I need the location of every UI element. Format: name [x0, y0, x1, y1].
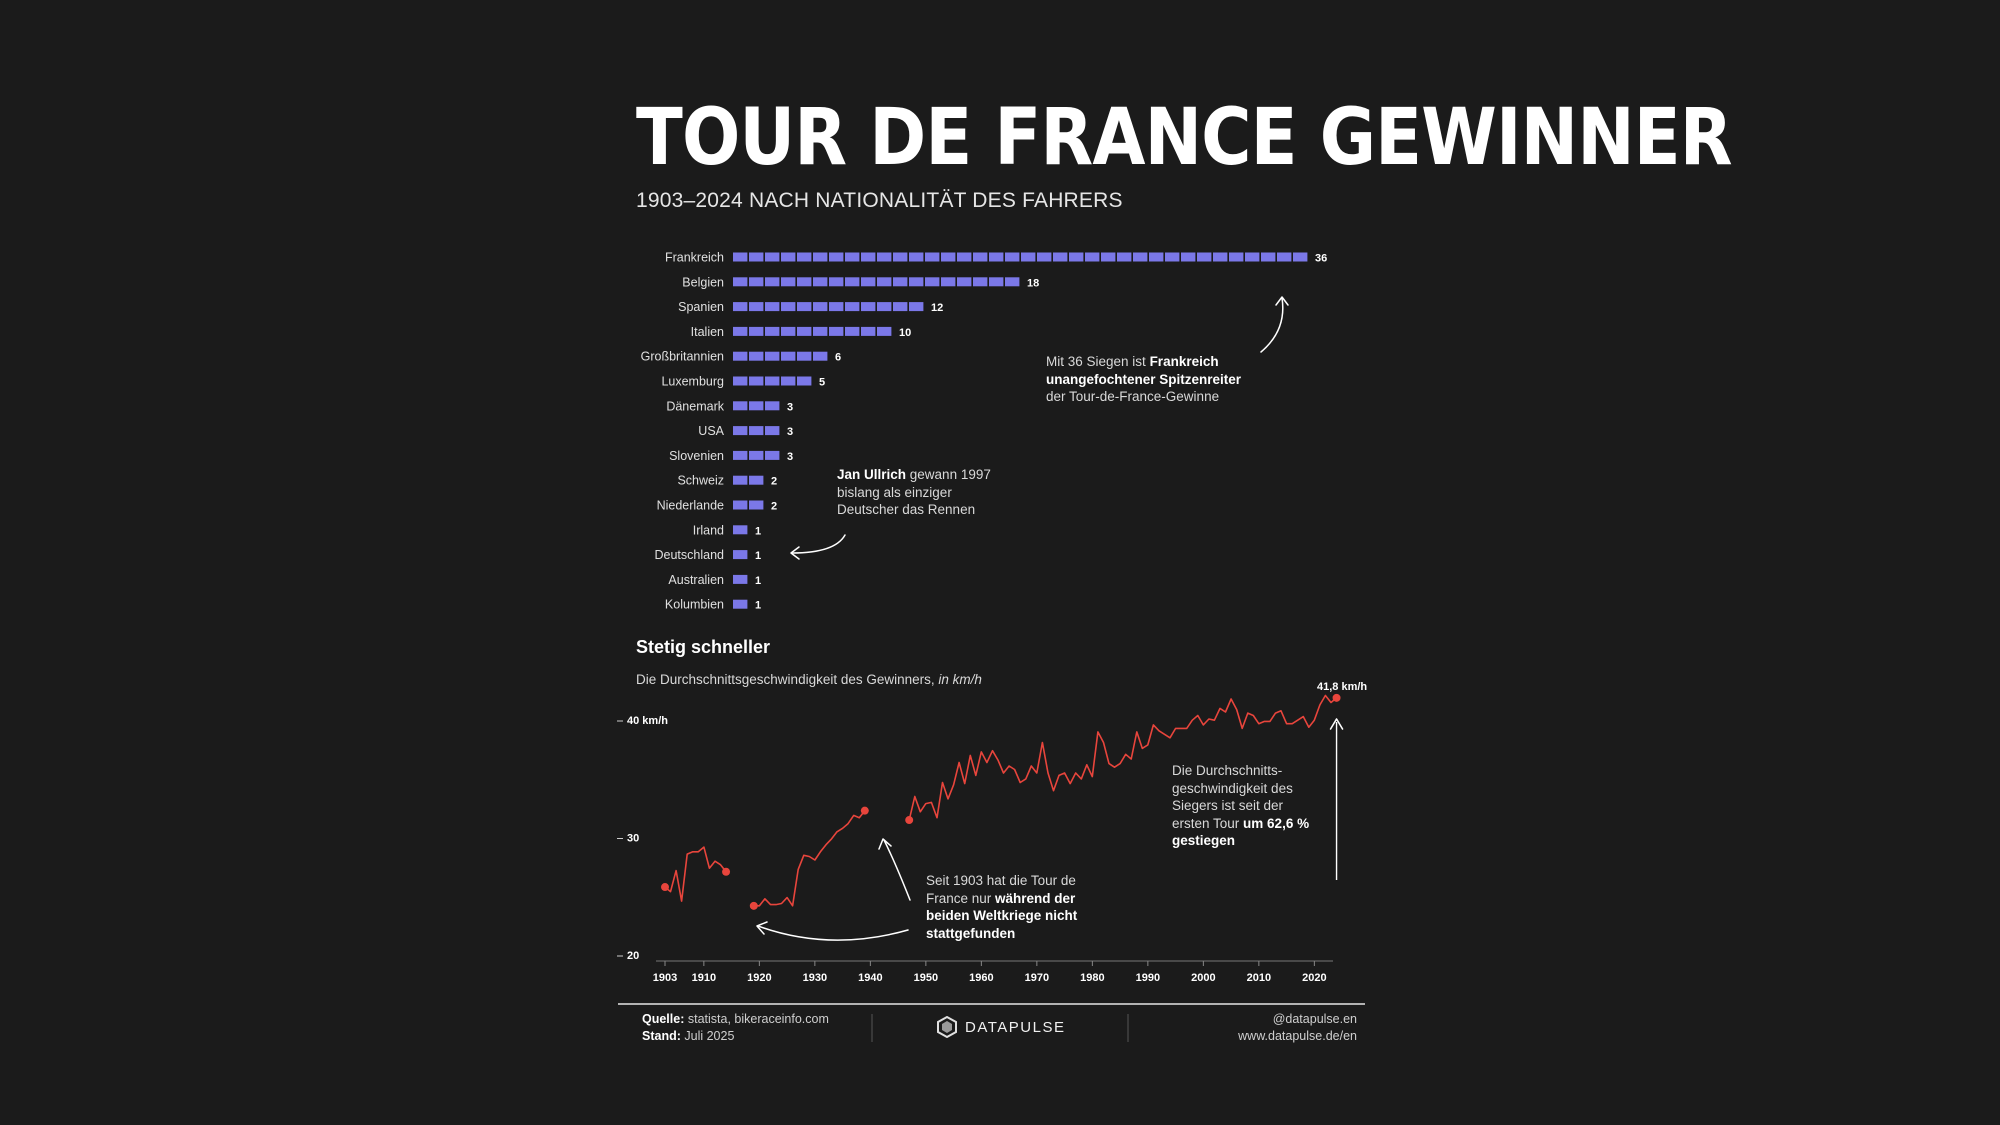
bar-category-label: Spanien [678, 300, 724, 315]
bar-category-label: Belgien [682, 275, 724, 290]
bar-segment [1245, 253, 1259, 262]
bar-segment [765, 327, 779, 336]
france-arrow-shaft [1261, 298, 1283, 352]
bar-segment [845, 302, 859, 311]
bar-segment [877, 277, 891, 286]
note-world-wars: Seit 1903 hat die Tour de France nur während der beiden Weltkriege nicht stattgefunden [926, 873, 1078, 941]
segment-start-dot [750, 902, 758, 910]
brand-name: DATAPULSE [965, 1018, 1066, 1036]
war-arrow-up-head [879, 839, 891, 849]
war-arrow-left-shaft [758, 926, 908, 940]
bar-segment [829, 277, 843, 286]
bar-segment [909, 302, 923, 311]
ullrich-arrow-shaft [792, 535, 845, 553]
bar-segment [765, 302, 779, 311]
speed-line-segment [754, 811, 865, 906]
bar-category-label: Großbritannien [640, 349, 724, 364]
section-subtitle: Die Durchschnittsgeschwindigkeit des Gewinners, in km/h [636, 672, 982, 687]
bar-segment [989, 277, 1003, 286]
x-tick-label: 1940 [858, 972, 883, 984]
y-tick-label: 30 [627, 832, 640, 845]
end-value-label: 41,8 km/h [1317, 681, 1368, 693]
bar-segment [1277, 253, 1291, 262]
bar-segment [829, 327, 843, 336]
bar-category-label: Luxemburg [661, 374, 724, 389]
bar-segment [813, 327, 827, 336]
bar-segment [861, 277, 875, 286]
bar-segment [1261, 253, 1275, 262]
bar-segment [829, 302, 843, 311]
segment-start-dot [661, 883, 669, 891]
bar-segment [765, 451, 779, 460]
bar-segment [733, 600, 747, 609]
bar-segment [797, 253, 811, 262]
bar-segment [861, 253, 875, 262]
bar-segment [749, 377, 763, 386]
bar-segment [749, 302, 763, 311]
bar-segment [813, 302, 827, 311]
bar-segment [813, 253, 827, 262]
bar-value-label: 3 [787, 450, 794, 463]
bar-value-label: 3 [787, 426, 794, 439]
bar-segment [749, 476, 763, 485]
bar-segment [749, 352, 763, 361]
x-tick-label: 1930 [802, 972, 828, 984]
x-tick-label: 1980 [1080, 972, 1105, 984]
note-ullrich: Jan Ullrich gewann 1997 bislang als einziger Deutscher das Rennen [837, 467, 991, 518]
bar-segment [1181, 253, 1195, 262]
footer-contact [1238, 1011, 1357, 1044]
bar-segment [845, 327, 859, 336]
y-tick-label: 40 km/h [627, 715, 668, 727]
x-tick-label: 1903 [652, 972, 678, 984]
bar-segment [797, 352, 811, 361]
x-tick-label: 1990 [1135, 972, 1161, 984]
bar-segment [733, 426, 747, 435]
bar-segment [941, 277, 955, 286]
bar-segment [749, 327, 763, 336]
bar-value-label: 1 [755, 550, 762, 563]
bar-value-label: 12 [931, 302, 944, 315]
bar-value-label: 36 [1315, 252, 1328, 265]
bar-value-label: 3 [787, 401, 794, 414]
bar-value-label: 6 [835, 351, 842, 364]
bar-segment [1133, 253, 1147, 262]
bar-segment [1069, 253, 1083, 262]
bar-segment [1165, 253, 1179, 262]
bar-segment [957, 277, 971, 286]
bar-segment [797, 302, 811, 311]
bar-category-label: Deutschland [654, 548, 724, 563]
bar-segment [733, 476, 747, 485]
section-title: Stetig schneller [636, 637, 771, 657]
bar-segment [893, 253, 907, 262]
bar-category-label: USA [698, 424, 724, 439]
bar-value-label: 5 [819, 376, 826, 389]
bar-segment [749, 253, 763, 262]
bar-segment [765, 426, 779, 435]
bar-segment [733, 575, 747, 584]
bar-segment [781, 302, 795, 311]
bar-segment [973, 277, 987, 286]
bar-segment [813, 277, 827, 286]
bar-segment [797, 377, 811, 386]
bar-segment [749, 277, 763, 286]
x-tick-label: 1960 [969, 972, 994, 984]
bar-segment [749, 426, 763, 435]
bar-category-label: Niederlande [656, 498, 724, 513]
bar-segment [733, 501, 747, 510]
bar-segment [1117, 253, 1131, 262]
bar-segment [733, 401, 747, 410]
website-link: www.datapulse.de/en [1238, 1028, 1357, 1043]
page-title: TOUR DE FRANCE GEWINNER [636, 93, 1732, 183]
bar-value-label: 2 [771, 500, 778, 513]
bar-value-label: 10 [899, 326, 912, 339]
bar-segment [749, 401, 763, 410]
bar-segment [1229, 253, 1243, 262]
bar-segment [797, 327, 811, 336]
bar-segment [861, 302, 875, 311]
bar-segment [1037, 253, 1051, 262]
bar-segment [861, 327, 875, 336]
bar-value-label: 1 [755, 525, 762, 538]
bar-segment [733, 352, 747, 361]
bar-segment [877, 253, 891, 262]
page-subtitle: 1903–2024 NACH NATIONALITÄT DES FAHRERS [636, 189, 1123, 212]
bar-segment [973, 253, 987, 262]
bar-category-label: Slovenien [669, 448, 724, 463]
bar-segment [909, 253, 923, 262]
brand-logo [937, 1016, 1065, 1038]
bar-chart-wins-by-country [641, 251, 1328, 612]
bar-segment [765, 401, 779, 410]
bar-segment [1085, 253, 1099, 262]
bar-segment [893, 277, 907, 286]
bar-segment [733, 327, 747, 336]
bar-segment [781, 327, 795, 336]
bar-segment [733, 277, 747, 286]
bar-category-label: Schweiz [677, 473, 724, 488]
bar-value-label: 2 [771, 475, 778, 488]
speed-line-segment [665, 847, 726, 901]
x-tick-label: 1950 [913, 972, 939, 984]
bar-segment [765, 277, 779, 286]
bar-segment [781, 352, 795, 361]
bar-segment [733, 525, 747, 534]
bar-segment [781, 253, 795, 262]
segment-end-dot [861, 807, 869, 815]
bar-category-label: Italien [690, 324, 724, 339]
bar-segment [733, 377, 747, 386]
bar-segment [925, 253, 939, 262]
x-tick-label: 2010 [1246, 972, 1272, 984]
segment-start-dot [905, 816, 913, 824]
hexagon-logo-icon [937, 1016, 957, 1038]
bar-category-label: Irland [692, 523, 724, 538]
bar-segment [1053, 253, 1067, 262]
note-speed-increase: Die Durchschnitts- geschwindigkeit des Siegers ist seit der ersten Tour um 62,6 % gestiegen [1172, 763, 1310, 849]
x-tick-label: 2020 [1302, 972, 1327, 984]
x-tick-label: 2000 [1191, 972, 1216, 984]
bar-segment [845, 277, 859, 286]
bar-segment [1101, 253, 1115, 262]
bar-segment [1213, 253, 1227, 262]
y-tick-label: 20 [627, 950, 640, 962]
segment-end-dot [1333, 694, 1341, 702]
bar-segment [749, 501, 763, 510]
war-arrow-up-shaft [884, 840, 910, 900]
bar-segment [813, 352, 827, 361]
bar-segment [1197, 253, 1211, 262]
bar-value-label: 18 [1027, 277, 1040, 290]
bar-segment [1293, 253, 1307, 262]
bar-segment [1005, 277, 1019, 286]
bar-segment [733, 550, 747, 559]
x-tick-label: 1910 [691, 972, 717, 984]
bar-segment [733, 451, 747, 460]
bar-segment [781, 277, 795, 286]
bar-segment [925, 277, 939, 286]
bar-segment [893, 302, 907, 311]
bar-segment [877, 302, 891, 311]
bar-segment [765, 377, 779, 386]
x-tick-label: 1970 [1024, 972, 1050, 984]
bar-segment [877, 327, 891, 336]
bar-segment [749, 451, 763, 460]
bar-segment [829, 253, 843, 262]
segment-end-dot [722, 868, 730, 876]
bar-segment [957, 253, 971, 262]
note-france: Mit 36 Siegen ist Frankreich unangefochtener Spitzenreiter der Tour-de-France-Gewinne [1046, 354, 1242, 405]
bar-segment [845, 253, 859, 262]
bar-segment [909, 277, 923, 286]
bar-segment [941, 253, 955, 262]
bar-segment [989, 253, 1003, 262]
bar-segment [765, 253, 779, 262]
bar-category-label: Dänemark [666, 399, 724, 414]
bar-segment [733, 302, 747, 311]
bar-category-label: Kolumbien [664, 597, 724, 612]
social-handle: @datapulse.en [1272, 1012, 1357, 1026]
bar-segment [1021, 253, 1035, 262]
bar-segment [765, 352, 779, 361]
bar-segment [797, 277, 811, 286]
bar-segment [733, 253, 747, 262]
bar-category-label: Australien [668, 572, 724, 587]
bar-value-label: 1 [755, 599, 762, 612]
bar-value-label: 1 [755, 574, 762, 587]
bar-segment [1005, 253, 1019, 262]
bar-segment [781, 377, 795, 386]
bar-segment [1149, 253, 1163, 262]
bar-category-label: Frankreich [664, 250, 724, 265]
footer-source: Quelle: statista, bikeraceinfo.com Stand: Juli 2025 [642, 1012, 829, 1043]
x-tick-label: 1920 [747, 972, 772, 984]
